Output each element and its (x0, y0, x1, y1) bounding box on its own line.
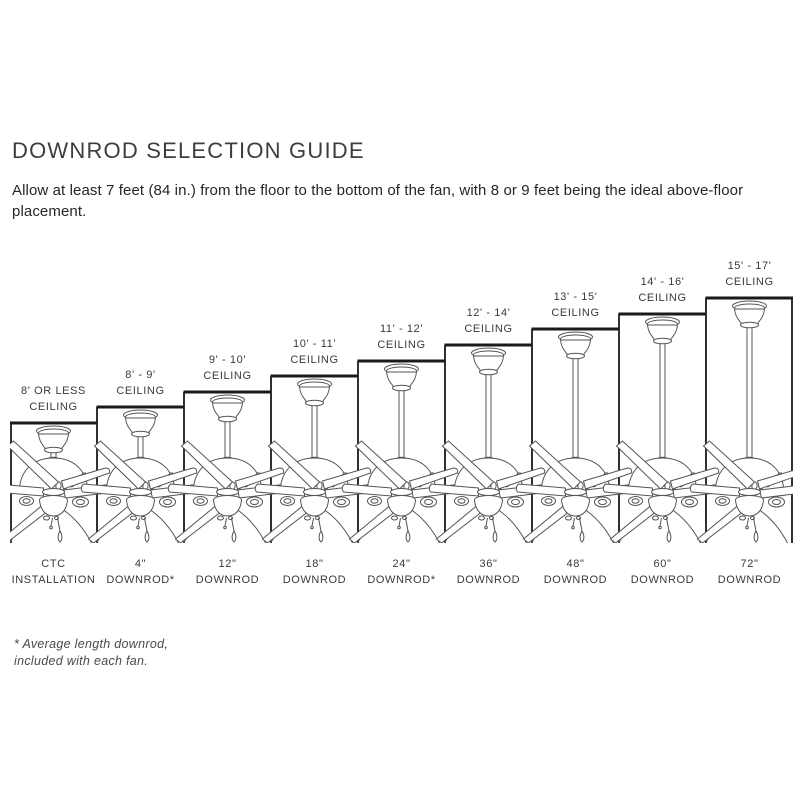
ceiling-range-label: 10' - 11' (292, 338, 337, 350)
downrod-size-label: 18" (305, 558, 324, 570)
downrod-size-label: 48" (566, 558, 585, 570)
downrod-size-label: 4" (134, 558, 147, 570)
downrod-size-label: 12" (218, 558, 237, 570)
downrod-label (615, 556, 710, 588)
downrod-word-label: DOWNROD* (106, 574, 175, 586)
downrod-word-label: DOWNROD (195, 574, 260, 586)
ceiling-range-label: 15' - 17' (727, 260, 772, 272)
downrod-label (441, 556, 536, 588)
ceiling-range-label: 12' - 14' (466, 307, 511, 319)
ceiling-label (441, 305, 536, 337)
downrod-word-label: DOWNROD (717, 574, 782, 586)
ceiling-label (267, 336, 362, 368)
footnote-line1: * Average length downrod, (14, 637, 169, 651)
downrod-label (702, 556, 797, 588)
downrod-size-label: 24" (392, 558, 411, 570)
downrod-label (267, 556, 362, 588)
downrod-label (6, 556, 101, 588)
downrod-size-label: CTC (41, 558, 66, 570)
ceiling-label (528, 289, 623, 321)
ceiling-word-label: CEILING (290, 354, 339, 366)
ceiling-word-label: CEILING (203, 370, 252, 382)
ceiling-range-label: 14' - 16' (640, 276, 685, 288)
ceiling-label (180, 352, 275, 384)
footnote (14, 636, 168, 670)
page-title: DOWNROD SELECTION GUIDE (12, 138, 365, 163)
downrod-label (93, 556, 188, 588)
ceiling-word-label: CEILING (29, 401, 78, 413)
ceiling-label (93, 367, 188, 399)
ceiling-label (354, 321, 449, 353)
ceiling-word-label: CEILING (377, 339, 426, 351)
page-description: Allow at least 7 feet (84 in.) from the floor to the bottom of the fan, with 8 or 9 feet being the ideal above-floor placement. (12, 182, 744, 220)
ceiling-word-label: CEILING (464, 323, 513, 335)
ceiling-label (615, 274, 710, 306)
ceiling-range-label: 8' - 9' (125, 369, 156, 381)
downrod-word-label: DOWNROD (282, 574, 347, 586)
downrod-word-label: DOWNROD (630, 574, 695, 586)
downrod-word-label: DOWNROD (543, 574, 608, 586)
ceiling-range-label: 8' OR LESS (21, 385, 86, 397)
ceiling-word-label: CEILING (551, 307, 600, 319)
ceiling-label (6, 383, 101, 415)
footnote-line2: included with each fan. (14, 654, 149, 668)
ceiling-word-label: CEILING (116, 385, 165, 397)
downrod-size-label: 36" (479, 558, 498, 570)
ceiling-range-label: 11' - 12' (379, 323, 424, 335)
ceiling-range-label: 9' - 10' (208, 354, 247, 366)
ceiling-word-label: CEILING (725, 276, 774, 288)
ceiling-word-label: CEILING (638, 292, 687, 304)
downrod-label (528, 556, 623, 588)
downrod-word-label: DOWNROD (456, 574, 521, 586)
downrod-word-label: INSTALLATION (11, 574, 96, 586)
downrod-size-label: 72" (740, 558, 759, 570)
downrod-size-label: 60" (653, 558, 672, 570)
downrod-label (354, 556, 449, 588)
ceiling-label (702, 258, 797, 290)
ceiling-range-label: 13' - 15' (553, 291, 598, 303)
downrod-word-label: DOWNROD* (367, 574, 436, 586)
downrod-label (180, 556, 275, 588)
